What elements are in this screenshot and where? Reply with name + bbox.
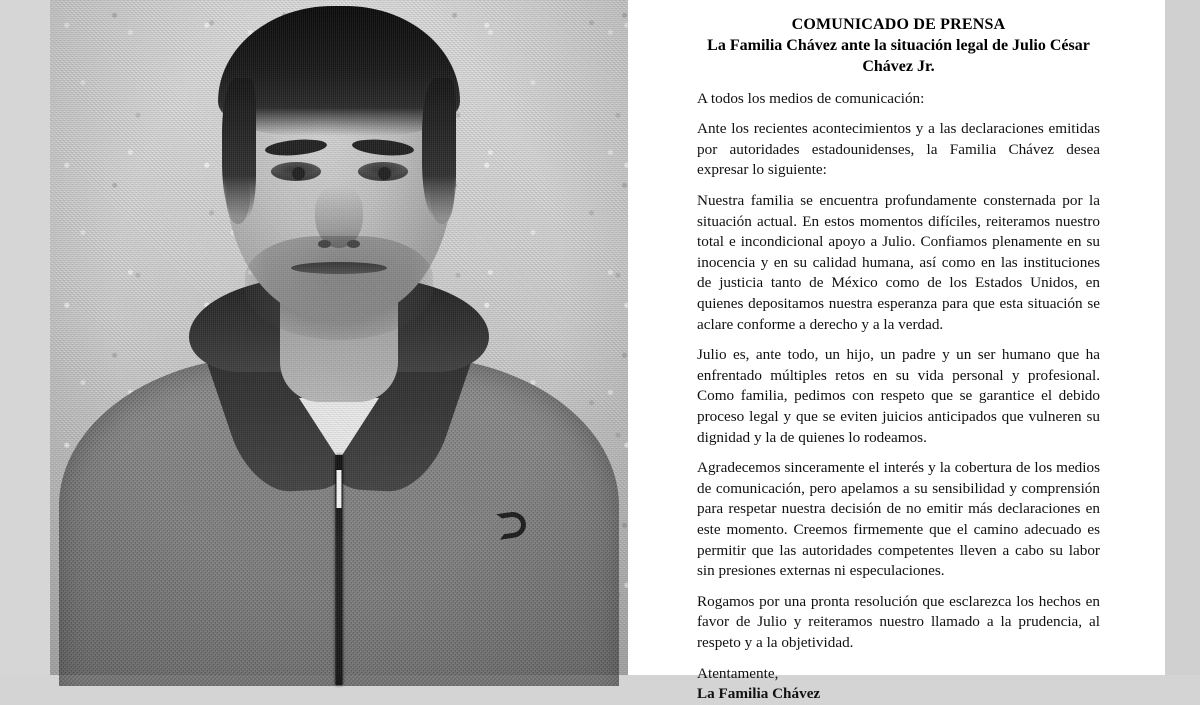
subject-mouth	[291, 262, 387, 274]
document-paragraph: Agradecemos sinceramente el interés y la cobertura de los medios de comunicación, pero apelamos a su sensibilidad y comprensión para respetar nuestra decisión de no emitir más declaraciones en este momento. Creemos firmemente que el camino adecuado es permitir que las autoridades competentes lleven a cabo su labor sin presiones externas ni especulaciones.	[697, 459, 1100, 580]
photo-subject	[50, 0, 628, 675]
document-body	[697, 89, 1100, 705]
document-signature: La Familia Chávez	[697, 685, 821, 703]
jacket-chest-opening	[299, 398, 379, 460]
right-gutter	[1165, 0, 1200, 675]
document-closing-line: Atentamente,	[697, 664, 779, 682]
document-title-block	[697, 14, 1100, 78]
press-release-document	[628, 0, 1165, 703]
subject-beard-shadow	[245, 236, 433, 340]
jacket-zipper-pull	[337, 470, 342, 508]
document-title: COMUNICADO DE PRENSA	[791, 16, 1006, 33]
document-subtitle: La Familia Chávez ante la situación legal de Julio César Chávez Jr.	[707, 37, 1090, 75]
document-paragraph: Rogamos por una pronta resolución que esclarezca los hechos en favor de Julio y reiteramos nuestro llamado a la prudencia, al respeto y a la objetividad.	[697, 592, 1100, 651]
left-gutter	[0, 0, 50, 675]
document-paragraph: Ante los recientes acontecimientos y a las declaraciones emitidas por autoridades estadounidenses, la Familia Chávez desea expresar lo siguiente:	[697, 120, 1100, 179]
document-paragraph: Julio es, ante todo, un hijo, un padre y un ser humano que ha enfrentado múltiples retos en su vida personal y profesional. Como familia, pedimos con respeto que se garantice el debido proceso legal y que se eviten juicios anticipados que vulneren su dignidad y la de quienes lo rodeamos.	[697, 346, 1100, 446]
document-paragraph: Nuestra familia se encuentra profundamente consternada por la situación actual. En estos momentos difíciles, reiteramos nuestro total e incondicional apoyo a Julio. Confiamos plenamente en su inocencia y en su calidad humana, así como en las instituciones de justicia tanto de México como de los Estados Unidos, en quienes depositamos nuestra esperanza para que esta situación se aclare conforme a derecho y a la verdad.	[697, 192, 1100, 333]
document-salutation: A todos los medios de comunicación:	[697, 89, 925, 107]
subject-pupil-right	[378, 167, 391, 180]
subject-hair-side-right	[422, 78, 456, 218]
subject-photograph	[50, 0, 628, 675]
subject-hair-side-left	[222, 78, 256, 218]
subject-pupil-left	[292, 167, 305, 180]
